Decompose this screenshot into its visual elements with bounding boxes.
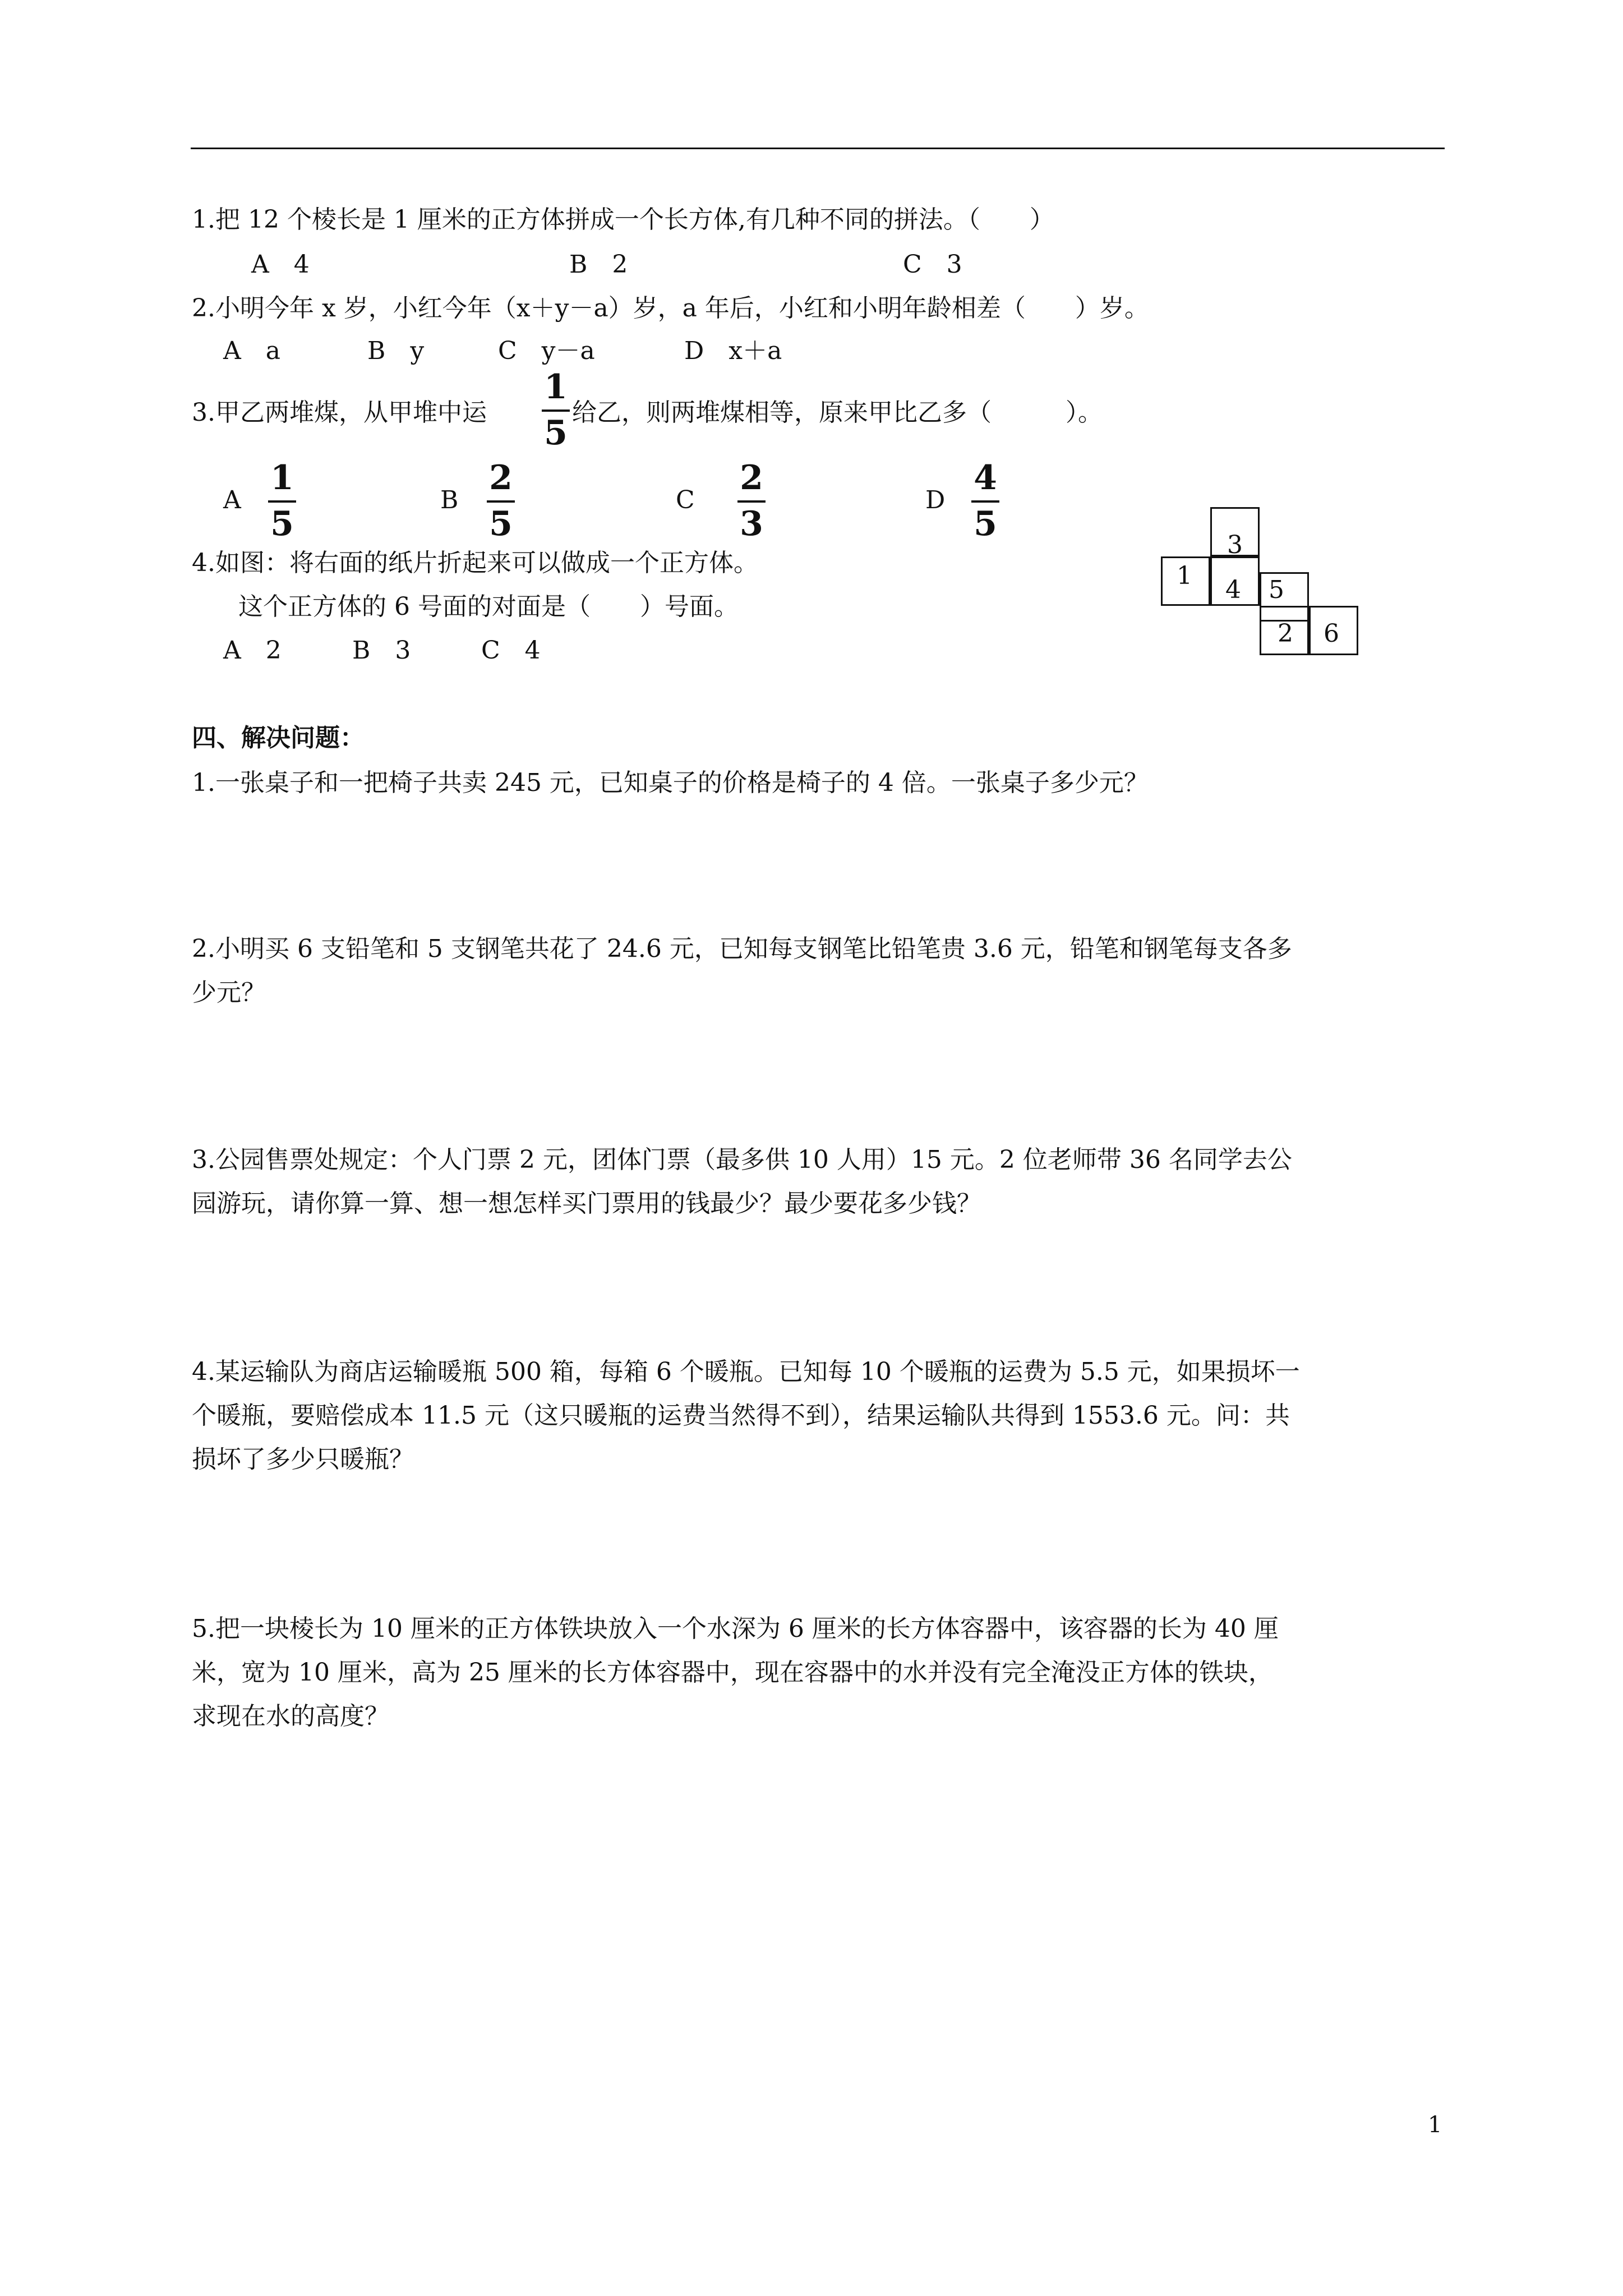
page-number: 1: [1428, 2112, 1442, 2138]
header-rule: [191, 148, 1445, 149]
problem-4-line-3: 损坏了多少只暖瓶？: [192, 1445, 414, 1474]
q3-option-d-num: 4: [974, 458, 997, 498]
q3-option-c-letter: C: [676, 486, 695, 514]
problem-4-line-1: 4.某运输队为商店运输暖瓶 500 箱，每箱 6 个暖瓶。已知每 10 个暖瓶的运费为 5.5 元，如果损坏一: [192, 1358, 1300, 1386]
q4-line1: 4.如图：将右面的纸片折起来可以做成一个正方体。: [192, 549, 758, 577]
problem-3-line-2: 园游玩，请你算一算、想一想怎样买门票用的钱最少？最少要花多少钱？: [192, 1189, 981, 1218]
fraction-bar: [487, 500, 515, 503]
net-label-3: 3: [1227, 531, 1243, 559]
problem-2-line-1: 2.小明买 6 支铅笔和 5 支钢笔共花了 24.6 元，已知每支钢笔比铅笔贵 3.6 元，铅笔和钢笔每支各多: [192, 935, 1292, 963]
q3-option-a-num: 1: [270, 458, 294, 498]
q3-option-a-letter: A: [223, 486, 241, 514]
q3-stem-fraction: [542, 367, 570, 454]
q3-option-a-den: 5: [270, 504, 294, 544]
fraction-bar: [971, 500, 999, 503]
q1-stem: 1.把 12 个棱长是 1 厘米的正方体拼成一个长方体,有几种不同的拼法。（ ）: [192, 205, 1054, 234]
q1-option-b: B 2: [569, 250, 628, 279]
q3-option-a-fraction: [268, 458, 296, 545]
q3-option-b-den: 5: [489, 504, 513, 544]
problem-4-line-2: 个暖瓶，要赔偿成本 11.5 元（这只暖瓶的运费当然得不到），结果运输队共得到 1553.6 元。问：共: [192, 1401, 1290, 1430]
section-heading: 四、解决问题：: [192, 724, 365, 752]
q3-stem-fraction-den: 5: [544, 413, 568, 453]
problem-5-line-3: 求现在水的高度？: [192, 1702, 389, 1731]
q3-option-d-letter: D: [925, 486, 946, 514]
problem-5-line-1: 5.把一块棱长为 10 厘米的正方体铁块放入一个水深为 6 厘米的长方体容器中，该容器的长为 40 厘: [192, 1614, 1279, 1643]
q3-option-d-fraction: [971, 458, 999, 545]
problem-3-line-1: 3.公园售票处规定：个人门票 2 元，团体门票（最多供 10 人用）15 元。2 位老师带 36 名同学去公: [192, 1145, 1292, 1174]
q1-option-a: A 4: [251, 250, 310, 279]
q2-option-d: D x＋a: [684, 337, 782, 365]
problem-5-line-2: 米，宽为 10 厘米，高为 25 厘米的长方体容器中，现在容器中的水并没有完全淹没正方体的铁块，: [192, 1658, 1273, 1687]
q4-option-b: B 3: [352, 636, 411, 665]
fraction-bar: [737, 500, 766, 503]
q4-option-a: A 2: [223, 636, 282, 665]
q1-option-c: C 3: [903, 250, 962, 279]
q2-option-c: C y－a: [498, 337, 595, 365]
net-label-6: 6: [1324, 619, 1339, 648]
q3-option-b-fraction: [487, 458, 515, 545]
q3-option-c-num: 2: [740, 458, 763, 498]
net-label-1: 1: [1177, 562, 1192, 590]
q3-option-b-letter: B: [440, 486, 459, 514]
q3-option-d-den: 5: [974, 504, 997, 544]
q3-option-c-fraction: [737, 458, 766, 545]
q3-option-b-num: 2: [489, 458, 513, 498]
fraction-bar: [268, 500, 296, 503]
q4-option-c: C 4: [481, 636, 541, 665]
q4-line2: 这个正方体的 6 号面的对面是（ ）号面。: [238, 592, 739, 621]
q3-stem-before: 3.甲乙两堆煤，从甲堆中运: [192, 398, 487, 427]
q2-stem: 2.小明今年 x 岁，小红今年（x＋y－a）岁，a 年后，小红和小明年龄相差（ ）岁。: [192, 294, 1149, 323]
net-label-4: 4: [1225, 576, 1241, 604]
q3-stem-fraction-num: 1: [544, 367, 568, 407]
q2-option-a: A a: [223, 337, 281, 365]
problem-2-line-2: 少元？: [192, 978, 266, 1007]
q3-stem-after: 给乙，则两堆煤相等，原来甲比乙多（ ）。: [572, 398, 1103, 427]
q2-option-b: B y: [367, 337, 425, 365]
fraction-bar: [542, 409, 570, 412]
net-label-2: 2: [1278, 619, 1293, 648]
q3-option-c-den: 3: [740, 504, 763, 544]
problem-1-line-1: 1.一张桌子和一把椅子共卖 245 元，已知桌子的价格是椅子的 4 倍。一张桌子多少元？: [192, 769, 1149, 797]
net-label-5: 5: [1269, 576, 1284, 604]
